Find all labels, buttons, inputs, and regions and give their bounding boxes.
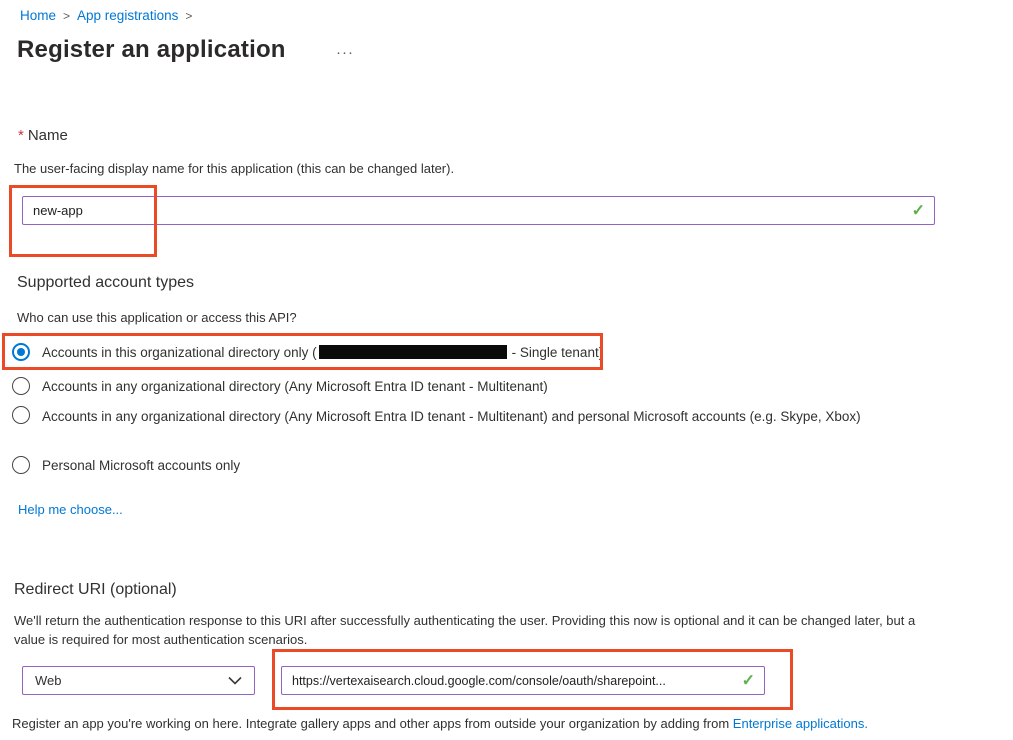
radio-option-single-tenant[interactable] <box>12 343 603 362</box>
radio-option-label: Accounts in any organizational directory (Any Microsoft Entra ID tenant - Multitenant) and personal Microsoft accounts (e.g. Skype, Xbox) <box>42 409 861 424</box>
redacted-tenant-name <box>319 345 507 359</box>
name-field-label: * Name <box>18 127 68 144</box>
radio-option-label: Personal Microsoft accounts only <box>42 458 241 473</box>
redirect-uri-heading: Redirect URI (optional) <box>14 581 177 598</box>
name-field-description: The user-facing display name for this application (this can be changed later). <box>14 161 455 176</box>
name-input[interactable] <box>22 196 935 225</box>
radio-option-multitenant[interactable] <box>12 377 548 396</box>
radio-option-label: Accounts in this organizational directory only ( - Single tenant) <box>42 345 604 360</box>
breadcrumb-app-registrations-link[interactable]: App registrations <box>77 8 179 23</box>
redirect-uri-input-container <box>281 666 765 695</box>
radio-option-multitenant-personal[interactable] <box>12 406 912 427</box>
page-title: Register an application <box>17 36 286 63</box>
breadcrumb-home-link[interactable]: Home <box>20 8 57 23</box>
platform-select-value: Web <box>35 673 62 688</box>
radio-unselected-icon[interactable] <box>12 377 30 395</box>
chevron-down-icon <box>228 676 242 685</box>
breadcrumb <box>20 8 192 23</box>
supported-account-types-heading: Supported account types <box>17 274 195 291</box>
valid-checkmark-icon: ✓ <box>911 202 925 220</box>
footer-help-text: Register an app you're working on here. Integrate gallery apps and other apps from outside your organization by adding from Enterprise applications. <box>12 716 868 731</box>
radio-option-personal-only[interactable] <box>12 456 240 475</box>
platform-select-dropdown[interactable] <box>22 666 255 695</box>
redirect-uri-description: We'll return the authentication response to this URI after successfully authenticating the user. Providing this now is optional and it can be changed later, but a value is required for most authentication scenarios. <box>14 613 916 647</box>
radio-option-label: Accounts in any organizational directory (Any Microsoft Entra ID tenant - Multitenant) <box>42 379 548 394</box>
name-input-container <box>22 196 935 225</box>
valid-checkmark-icon: ✓ <box>741 672 755 690</box>
more-options-ellipsis-icon[interactable]: ··· <box>336 44 354 61</box>
enterprise-applications-link[interactable]: Enterprise applications. <box>732 716 868 731</box>
account-types-question: Who can use this application or access this API? <box>17 310 297 325</box>
radio-selected-icon[interactable] <box>12 343 30 361</box>
redirect-uri-input[interactable] <box>281 666 765 695</box>
breadcrumb-separator-icon: > <box>63 8 71 23</box>
help-me-choose-link[interactable]: Help me choose... <box>18 502 123 517</box>
radio-unselected-icon[interactable] <box>12 406 30 424</box>
radio-unselected-icon[interactable] <box>12 456 30 474</box>
required-asterisk: * <box>18 127 24 144</box>
breadcrumb-separator-icon: > <box>185 8 193 23</box>
